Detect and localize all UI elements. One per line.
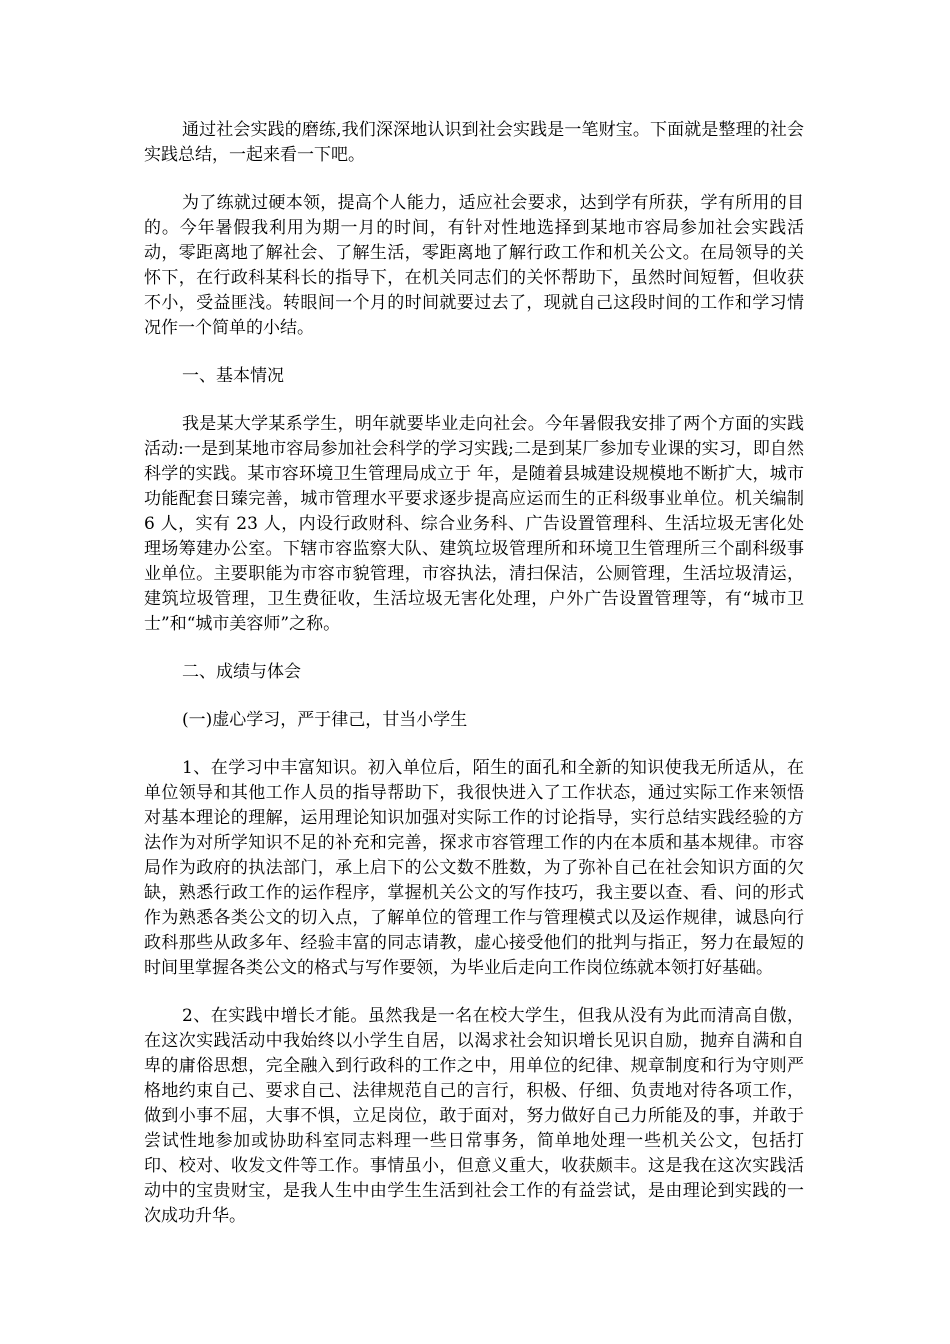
intro-paragraph: 通过社会实践的磨练,我们深深地认识到社会实践是一笔财宝。下面就是整理的社会实践总结，一起来看一下吧。 bbox=[144, 120, 804, 165]
section-heading-basic: 一、基本情况 bbox=[182, 366, 284, 386]
practice-paragraph: 2、在实践中增长才能。虽然我是一名在校大学生，但我从没有为此而清高自傲，在这次实践活动中我始终以小学生自居，以渴求社会知识增长见识自励，抛弃自满和自卑的庸俗思想，完全融入到行政科的工作之中，用单位的纪律、规章制度和行为守则严格地约束自己、要求自己、法律规范自己的言行，积极、仔细、负责地对待各项工作，做到小事不屈，大事不惧，立足岗位，敢于面对，努力做好自己力所能及的事，并敢于尝试性地参加或协助科室同志料理一些日常事务，简单地处理一些机关公文，包括打印、校对、收发文件等工作。事情虽小，但意义重大，收获颇丰。这是我在这次实践活动中的宝贵财宝，是我人生中由学生生活到社会工作的有益尝试，是由理论到实践的一次成功升华。 bbox=[144, 1006, 804, 1226]
subsection-heading-study: (一)虚心学习，严于律己，甘当小学生 bbox=[182, 710, 468, 730]
document-body bbox=[144, 118, 804, 1252]
knowledge-paragraph: 1、在学习中丰富知识。初入单位后，陌生的面孔和全新的知识使我无所适从，在单位领导和其他工作人员的指导帮助下，我很快进入了工作状态，通过实际工作来领悟对基本理论的理解，运用理论知识加强对实际工作的讨论指导，实行总结实践经验的方法作为对所学知识不足的补充和完善，探求市容管理工作的内在本质和基本规律。市容局作为政府的执法部门，承上启下的公文数不胜数，为了弥补自己在社会知识方面的欠缺，熟悉行政工作的运作程序，掌握机关公文的写作技巧，我主要以查、看、问的形式作为熟悉各类公文的切入点，了解单位的管理工作与管理模式以及运作规律，诚恳向行政科那些从政多年、经验丰富的同志请教，虚心接受他们的批判与指正，努力在最短的时间里掌握各类公文的格式与写作要领，为毕业后走向工作岗位练就本领打好基础。 bbox=[144, 758, 804, 978]
purpose-paragraph: 为了练就过硬本领，提高个人能力，适应社会要求，达到学有所获，学有所用的目的。今年暑假我利用为期一月的时间，有针对性地选择到某地市容局参加社会实践活动，零距离地了解社会、了解生活，零距离地了解行政工作和机关公文。在局领导的关怀下，在行政科某科长的指导下，在机关同志们的关怀帮助下，虽然时间短暂，但收获不小，受益匪浅。转眼间一个月的时间就要过去了，现就自己这段时间的工作和学习情况作一个简单的小结。 bbox=[144, 193, 804, 338]
section-heading-achievements: 二、成绩与体会 bbox=[182, 662, 301, 682]
basic-info-paragraph: 我是某大学某系学生，明年就要毕业走向社会。今年暑假我安排了两个方面的实践活动:一是到某地市容局参加社会科学的学习实践;二是到某厂参加专业课的实习，即自然科学的实践。某市容环境卫生管理局成立于 年，是随着县城建设规模地不断扩大，城市功能配套日臻完善，城市管理水平要求逐步提高应运而生的正科级事业单位。机关编制 6 人，实有 23 人，内设行政财科、综合业务科、广告设置管理科、生活垃圾无害化处理场筹建办公室。下辖市容监察大队、建筑垃圾管理所和环境卫生管理所三个副科级事业单位。主要职能为市容市貌管理，市容执法，清扫保洁，公厕管理，生活垃圾清运，建筑垃圾管理，卫生费征收，生活垃圾无害化处理，户外广告设置管理等，有“城市卫士”和“城市美容师”之称。 bbox=[144, 414, 804, 634]
